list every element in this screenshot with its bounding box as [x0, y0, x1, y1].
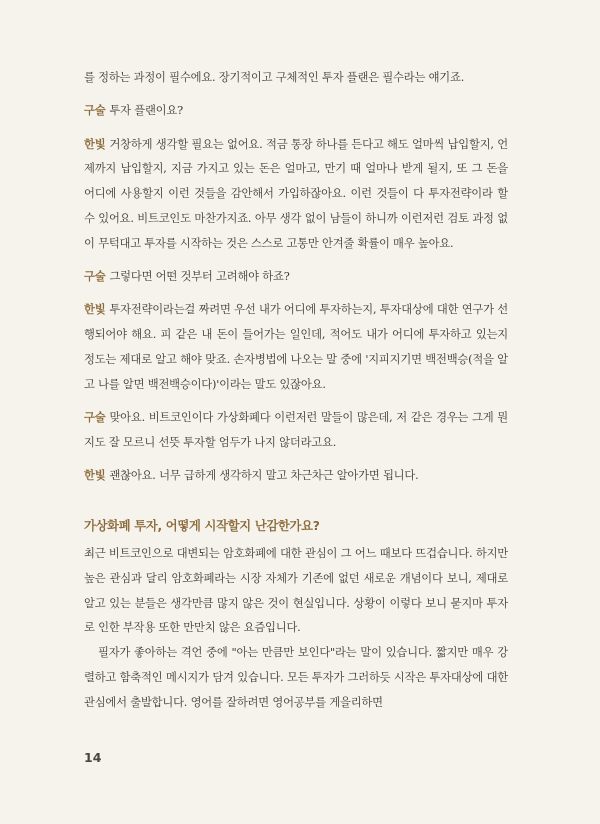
dialogue-line [84, 464, 508, 489]
dialogue-text: 맞아요. 비트코인이다 가상화폐다 이런저런 말들이 많은데, 저 같은 경우는 그게 뭔지도 잘 모르니 선뜻 투자할 엄두가 나지 않더라고요. [84, 411, 508, 449]
dialogue-line [84, 99, 508, 124]
section-paragraph: 필자가 좋아하는 격언 중에 "아는 만큼만 보인다"라는 말이 있습니다. 짧지만 매우 강렬하고 함축적인 메시지가 담겨 있습니다. 모든 투자가 그러하듯 시작은 투자대상에 대한 관심에서 출발합니다. 영어를 잘하려면 영어공부를 게을리하면 [84, 646, 508, 709]
speaker-label: 한빛 [84, 303, 106, 317]
dialogue-line [84, 265, 508, 290]
dialogue-line [84, 66, 508, 91]
speaker-label: 구술 [84, 411, 106, 425]
section-block [84, 516, 508, 716]
page-number: 14 [84, 750, 102, 765]
section-paragraph: 최근 비트코인으로 대변되는 암호화폐에 대한 관심이 그 어느 때보다 뜨겁습니다. 하지만 높은 관심과 달리 암호화폐라는 시장 자체가 기존에 없던 새로운 개념이다 보니, 제대로 알고 있는 분들은 생각만큼 많지 않은 것이 현실입니다. 상황이 이렇다 보니 묻지마 투자로 인한 부작용 또한 만만치 않은 요즘입니다. [84, 547, 508, 635]
section-heading: 가상화폐 투자, 어떻게 시작할지 난감한가요? [84, 519, 320, 533]
dialogue-text: 를 정하는 과정이 필수에요. 장기적이고 구체적인 투자 플랜은 필수라는 얘기죠. [84, 71, 465, 84]
dialogue-text: 그렇다면 어떤 것부터 고려해야 하죠? [109, 270, 290, 284]
speaker-label: 구술 [84, 104, 106, 118]
speaker-label: 한빛 [84, 137, 106, 151]
dialogue-line [84, 133, 508, 257]
dialogue-block [84, 66, 508, 497]
speaker-label: 구술 [84, 270, 106, 284]
dialogue-line [84, 406, 508, 456]
dialogue-text: 투자전략이라는걸 짜려면 우선 내가 어디에 투자하는지, 투자대상에 대한 연구가 선행되어야 해요. 피 같은 내 돈이 들어가는 일인데, 적어도 내가 어디에 투자하고 있는지 정도는 제대로 알고 해야 맞죠. 손자병법에 나오는 말 중에 '지피지기면 백전백승(적을 알고 나를 알면 백전백승이다)'이라는 말도 있잖아요. [84, 303, 508, 391]
dialogue-text: 거창하게 생각할 필요는 없어요. 적금 통장 하나를 든다고 해도 얼마씩 납입할지, 언제까지 납입할지, 지금 가지고 있는 돈은 얼마고, 만기 때 얼마나 받게 될지, 또 그 돈을 어디에 사용할지 이런 것들을 감안해서 가입하잖아요. 이런 것들이 다 투자전략이라 할 수 있어요. 비트코인도 마찬가지죠. 아무 생각 없이 남들이 하니까 이런저런 검토 과정 없이 무턱대고 투자를 시작하는 것은 스스로 고통만 안겨줄 확률이 매우 높아요. [84, 137, 508, 250]
speaker-label: 한빛 [84, 469, 106, 483]
dialogue-line [84, 298, 508, 397]
dialogue-text: 투자 플랜이요? [109, 104, 183, 118]
dialogue-text: 괜찮아요. 너무 급하게 생각하지 말고 차근차근 알아가면 됩니다. [109, 469, 419, 483]
